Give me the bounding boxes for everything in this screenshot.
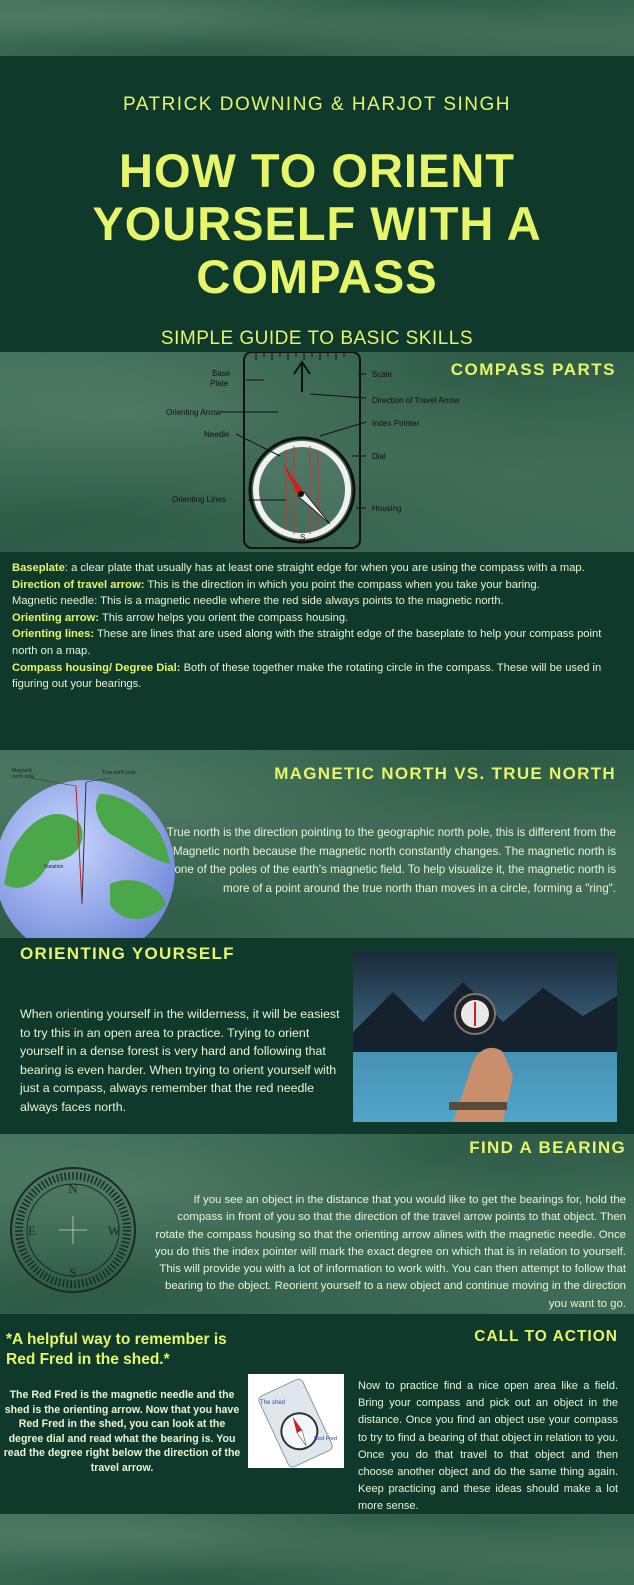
dial-letter-w: W: [107, 1223, 121, 1238]
orienting-text: When orienting yourself in the wilderness, it will be easiest to try this in an open area to practice. Trying to orient yourself in a dense forest is very hard and following that bearing is even harder. When trying to orient yourself with just a compass, always remember that the red needle always faces north.: [20, 1007, 340, 1114]
call-to-action-text: Now to practice find a nice open area like a field. Bring your compass and pick out an object in the distance. Once you find an object use your compass to try to find a bearing of that object in relation to you. Once you do that travel to that object and then choose another object and do the same thing again. Keep practicing and these ideas should make a lot more sense.: [358, 1380, 618, 1513]
definition-direction-of-travel: Direction of travel arrow: This is the direction in which you point the compass when you take your baring.: [12, 578, 540, 591]
compass-parts-section: [0, 352, 634, 552]
page-title: [0, 144, 634, 303]
top-texture-band: [0, 0, 634, 56]
needle-pivot: [298, 491, 304, 497]
label-base: Base: [212, 369, 231, 378]
subtitle: SIMPLE GUIDE TO BASIC SKILLS: [160, 328, 474, 349]
red-fred-and-cta-section: [0, 1314, 634, 1514]
label-index-pointer: Index Pointer: [372, 419, 420, 428]
label-orienting-arrow: Orienting Arrow: [166, 408, 222, 417]
red-fred-text: The Red Fred is the magnetic needle and the shed is the orienting arrow. Now that you have Red Fred in the shed, you can look at the degree dial and read what the bearing is. You read the degree right below the direction of the travel arrow.: [3, 1389, 241, 1474]
globe-label-variation: Variation: [44, 864, 64, 870]
label-scale: Scale: [372, 370, 393, 379]
title-line-3: COMPASS: [196, 250, 438, 303]
globe-label-true-north: True north pole: [102, 770, 136, 776]
find-a-bearing-section: [0, 1134, 634, 1314]
label-needle: Needle: [204, 430, 230, 439]
definition-baseplate: Baseplate: a clear plate that usually has at least one straight edge for when you are using the compass with a map.: [12, 562, 585, 574]
globe-label-magnetic: Magnetic: [12, 768, 33, 774]
find-a-bearing-text: If you see an object in the distance that you would like to get the bearings for, hold the compass in front of you so that the direction of the travel arrow points to that object. Then rotate the compass housing so that the orienting arrow alines with the magnetic needle. Once you do this the index pointer will mark the exact degree on which that is in relation to yourself. This will provide you with a lot of information to work with. You can then attempt to follow that bearing to the object. Reorient yourself to a new object and continue moving in the direction you want to go.: [154, 1194, 626, 1310]
label-dial: Dial: [372, 452, 386, 461]
title-line-2: YOURSELF WITH A: [92, 197, 542, 250]
definition-orienting-arrow: Orienting arrow: This arrow helps you orient the compass housing.: [12, 611, 349, 624]
header: [0, 56, 634, 352]
label-orienting-lines: Orienting Lines: [172, 495, 226, 504]
scale-ticks: [256, 352, 344, 360]
label-housing: Housing: [372, 504, 402, 513]
orienting-title: ORIENTING YOURSELF: [20, 944, 235, 963]
compass-parts-title: COMPASS PARTS: [450, 360, 616, 379]
red-fred-compass-image: [248, 1374, 344, 1468]
fred-label-shed: The shed: [260, 1400, 286, 1406]
compass-parts-diagram: [160, 352, 500, 552]
red-fred-title: *A helpful way to remember is Red Fred in the shed.*: [6, 1331, 227, 1368]
authors: PATRICK DOWNING & HARJOT SINGH: [122, 94, 512, 115]
definition-compass-housing: Compass housing/ Degree Dial: Both of these together make the rotating circle in the compass. These will be used in figuring out your bearings.: [12, 661, 602, 691]
bottom-texture-band: [0, 1514, 634, 1585]
direction-of-travel-arrow: [294, 362, 310, 392]
photo-bracelet: [449, 1102, 507, 1110]
find-a-bearing-title: FIND A BEARING: [469, 1138, 626, 1157]
dial-letter-e: E: [28, 1223, 36, 1238]
bearing-dial-illustration: [4, 1160, 142, 1300]
definition-magnetic-needle: Magnetic needle: This is a magnetic needle where the red side always points to the magnetic north.: [12, 595, 504, 608]
dial-s-label: S: [300, 533, 306, 542]
fred-label-red-fred: Red Fred: [314, 1436, 337, 1442]
label-plate: Plate: [210, 379, 229, 388]
definitions-list: [0, 552, 634, 750]
definition-orienting-lines: Orienting lines: These are lines that are used along with the straight edge of the baseplate to help your compass point north on a map.: [12, 628, 602, 657]
globe-label-north-pole: north pole: [12, 774, 35, 780]
orienting-section: [0, 938, 634, 1134]
magnetic-north-section: [0, 750, 634, 938]
compass-in-hand-photo: [353, 952, 617, 1122]
title-line-1: HOW TO ORIENT: [119, 144, 515, 197]
magnetic-north-title: MAGNETIC NORTH VS. TRUE NORTH: [274, 764, 616, 783]
magnetic-north-text: True north is the direction pointing to the geographic north pole, this is different from the Magnetic north because the magnetic north constantly changes. The magnetic north is one of the poles of the earth's magnetic field. To help visualize it, the magnetic north is more of a point around the true north than moves in a circle, forming a "ring".: [166, 826, 616, 895]
dial-letter-s: S: [69, 1265, 77, 1280]
dial-letter-n: N: [68, 1181, 78, 1196]
label-direction-of-travel: Direction of Travel Arrow: [372, 396, 460, 405]
globe-illustration: [0, 764, 180, 938]
call-to-action-title: CALL TO ACTION: [474, 1328, 618, 1345]
